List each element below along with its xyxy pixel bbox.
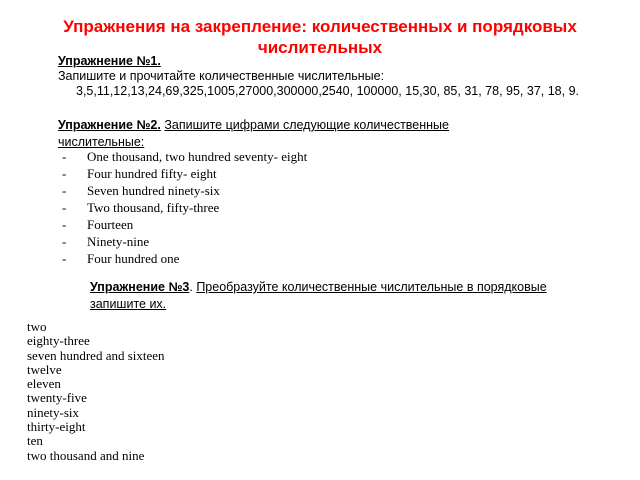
list-item: - Seven hundred ninety-six <box>60 182 307 199</box>
exercise-1-instruction: Запишите и прочитайте количественные числительные: <box>58 69 385 83</box>
list-item: ten <box>27 433 43 449</box>
list-item: - Four hundred fifty- eight <box>60 165 307 182</box>
exercise-3-instruction: Преобразуйте количественные числительные в порядковые запишите их. <box>90 280 547 311</box>
exercise-1-numbers: 3,5,11,12,13,24,69,325,1005,27000,300000,2540, 100000, 15,30, 85, 31, 78, 95, 37, 18, 9. <box>76 84 579 98</box>
exercise-3: Упражнение №3. Преобразуйте количественные числительные в порядковые запишите их. <box>90 280 547 311</box>
exercise-1-heading: Упражнение №1. <box>58 54 161 68</box>
list-item: twelve <box>27 361 62 377</box>
list-item: - Two thousand, fifty-three <box>60 199 307 216</box>
exercise-2-list <box>60 148 307 267</box>
exercise-1 <box>58 54 618 84</box>
list-item: - One thousand, two hundred seventy- eight <box>60 148 307 165</box>
list-item: twenty-five <box>27 390 87 406</box>
list-item: eighty-three <box>27 333 90 349</box>
page-title: Упражнения на закрепление: количественных и порядковых числительных <box>63 17 577 57</box>
exercise-3-heading: Упражнение №3 <box>90 280 190 294</box>
list-item: two thousand and nine <box>27 447 145 463</box>
list-item: - Four hundred one <box>60 250 307 267</box>
list-item: thirty-eight <box>27 419 86 435</box>
list-item: seven hundred and sixteen <box>27 347 165 363</box>
exercise-2 <box>58 117 528 151</box>
list-item: - Fourteen <box>60 216 307 233</box>
exercise-2-instruction: Запишите цифрами следующие количественные числительные: <box>58 118 449 149</box>
exercise-2-heading: Упражнение №2. <box>58 118 161 132</box>
exercise-3-list <box>27 320 165 463</box>
list-item: eleven <box>27 376 61 392</box>
list-item: - Ninety-nine <box>60 233 307 250</box>
list-item: two <box>27 319 47 334</box>
list-item: ninety-six <box>27 404 79 420</box>
